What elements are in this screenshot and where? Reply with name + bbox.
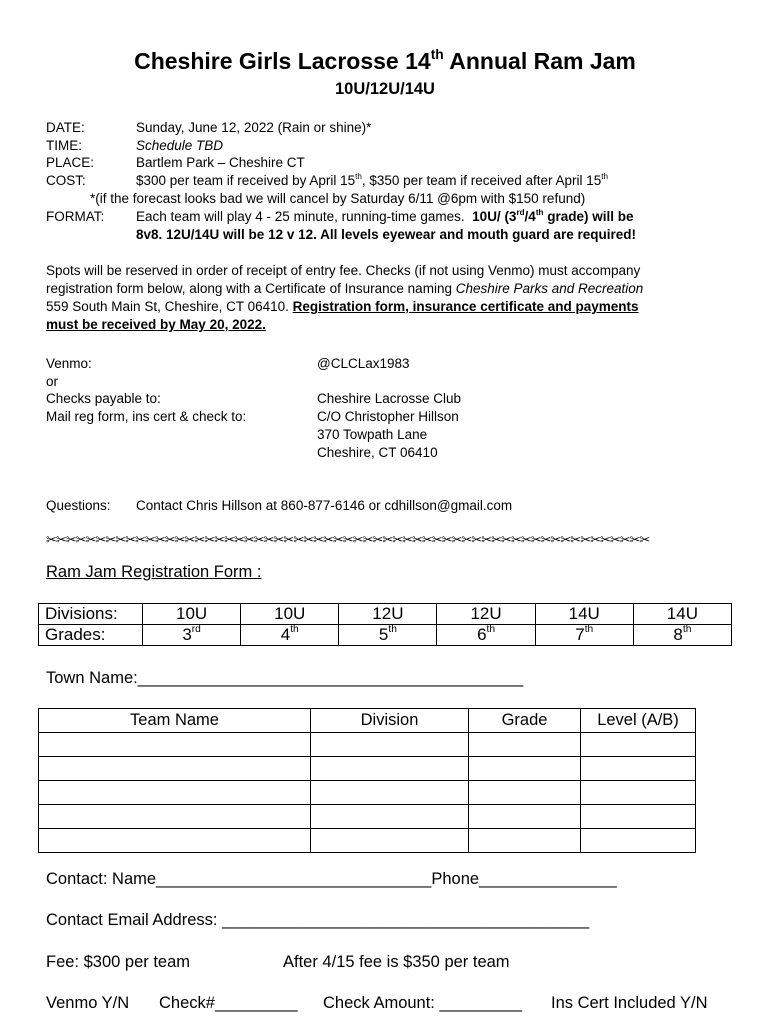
time-value: Schedule TBD (136, 138, 224, 153)
divisions-label: Divisions: (39, 604, 143, 625)
date-value: Sunday, June 12, 2022 (Rain or shine)* (136, 120, 372, 135)
date-label: DATE: (46, 120, 85, 135)
contact-email-field[interactable]: Contact Email Address: ________________________________________ (46, 911, 590, 929)
venmo-yn-field[interactable]: Venmo Y/N (46, 994, 130, 1012)
form-heading: Ram Jam Registration Form : (46, 563, 262, 581)
time-label: TIME: (46, 138, 82, 153)
venmo-value: @CLCLax1983 (317, 356, 410, 371)
division-cell: 14U (633, 604, 731, 625)
grade-cell: 7th (535, 625, 633, 646)
check-number-field[interactable]: Check#_________ (159, 994, 298, 1012)
division-cell: 12U (437, 604, 535, 625)
division-cell: 14U (535, 604, 633, 625)
grade-cell: 6th (437, 625, 535, 646)
venmo-label: Venmo: (46, 356, 92, 371)
team-table (38, 708, 696, 853)
team-row[interactable] (39, 805, 696, 829)
checks-label: Checks payable to: (46, 391, 161, 406)
questions-label: Questions: (46, 498, 111, 513)
format-value-line2: 8v8. 12U/14U will be 12 v 12. All levels eyewear and mouth guard are required! (136, 227, 636, 242)
division-header: Division (311, 709, 469, 733)
team-name-header: Team Name (39, 709, 311, 733)
grade-cell: 4th (241, 625, 339, 646)
ins-cert-field[interactable]: Ins Cert Included Y/N (551, 994, 708, 1012)
spots-line2: registration form below, along with a Certificate of Insurance naming Cheshire Parks and Recreation (46, 281, 644, 296)
address-line1: C/O Christopher Hillson (317, 409, 459, 424)
address-line2: 370 Towpath Lane (317, 427, 428, 442)
place-value: Bartlem Park – Cheshire CT (136, 155, 305, 170)
spots-line3: 559 South Main St, Cheshire, CT 06410. Registration form, insurance certificate and payments (46, 299, 639, 314)
format-value: Each team will play 4 - 25 minute, running-time games. 10U/ (3rd/4th grade) will be (136, 207, 634, 224)
grades-label: Grades: (39, 625, 143, 646)
grade-header: Grade (469, 709, 581, 733)
contact-name-phone-field[interactable]: Contact: Name______________________________Phone_______________ (46, 870, 617, 888)
page-title: Cheshire Girls Lacrosse 14th Annual Ram Jam (134, 46, 636, 74)
address-line3: Cheshire, CT 06410 (317, 445, 438, 460)
or-text: or (46, 374, 59, 389)
grades-row (39, 625, 732, 646)
divisions-table (38, 603, 732, 646)
division-cell: 12U (339, 604, 437, 625)
divisions-row (39, 604, 732, 625)
questions-value: Contact Chris Hillson at 860-877-6146 or cdhillson@gmail.com (136, 498, 513, 513)
checks-value: Cheshire Lacrosse Club (317, 391, 462, 406)
division-cell: 10U (241, 604, 339, 625)
team-row[interactable] (39, 829, 696, 853)
mail-label: Mail reg form, ins cert & check to: (46, 409, 247, 424)
fee-text: Fee: $300 per team (46, 953, 191, 971)
place-label: PLACE: (46, 155, 95, 170)
spots-line1: Spots will be reserved in order of receipt of entry fee. Checks (if not using Venmo) must accompany (46, 263, 641, 278)
town-name-field[interactable]: Town Name:__________________________________________ (46, 669, 524, 687)
grade-cell: 3rd (143, 625, 241, 646)
cost-note: *(if the forecast looks bad we will cancel by Saturday 6/11 @6pm with $150 refund) (90, 191, 586, 206)
cost-label: COST: (46, 173, 86, 188)
spots-deadline: must be received by May 20, 2022. (46, 317, 266, 332)
level-header: Level (A/B) (581, 709, 696, 733)
check-amount-field[interactable]: Check Amount: _________ (323, 994, 523, 1012)
format-label: FORMAT: (46, 209, 105, 224)
grade-cell: 8th (633, 625, 731, 646)
team-table-header (39, 709, 696, 733)
team-row[interactable] (39, 757, 696, 781)
division-cell: 10U (143, 604, 241, 625)
team-row[interactable] (39, 733, 696, 757)
scissors-cut-line: ✂✂✂✂✂✂✂✂✂✂✂✂✂✂✂✂✂✂✂✂✂✂✂✂✂✂✂✂✂✂✂✂✂✂✂✂✂✂✂✂✂✂✂✂✂✂✂✂✂✂✂✂✂✂✂✂✂✂✂✂✂ (46, 532, 650, 547)
page-subtitle: 10U/12U/14U (335, 80, 435, 98)
cost-value: $300 per team if received by April 15th, $350 per team if received after April 15th (136, 171, 609, 188)
late-fee-text: After 4/15 fee is $350 per team (283, 953, 510, 971)
grade-cell: 5th (339, 625, 437, 646)
team-row[interactable] (39, 781, 696, 805)
